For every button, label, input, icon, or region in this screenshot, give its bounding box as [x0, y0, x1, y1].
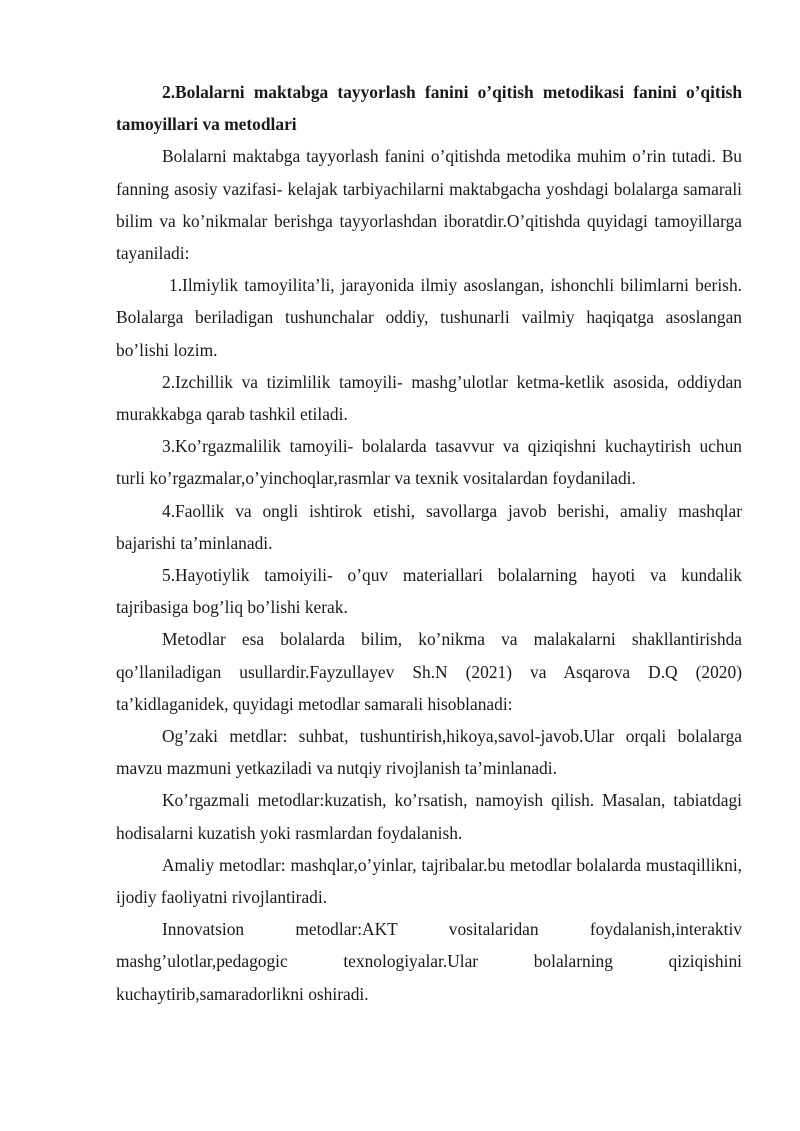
paragraph-principle-2: 2.Izchillik va tizimlilik tamoyili- mashg’ulotlar ketma-ketlik asosida, oddiydan murakkabga qarab tashkil etiladi.: [116, 371, 742, 425]
document-page: [116, 76, 742, 1010]
paragraph-method-visual: Ko’rgazmali metodlar:kuzatish, ko’rsatish, namoyish qilish. Masalan, tabiatdagi hodisalarni kuzatish yoki rasmlardan foydalanish.: [116, 790, 742, 843]
paragraph-principle-1: 1.Ilmiylik tamoyilita’li, jarayonida ilmiy asoslangan, ishonchli bilimlarni berish. Bolalarga beriladigan tushunchalar oddiy, tushunarli vailmiy haqiqatga asoslangan bo’lishi lozim.: [116, 275, 742, 360]
paragraph-principle-3: 3.Ko’rgazmalilik tamoyili- bolalarda tasavvur va qiziqishni kuchaytirish uchun turli ko’rgazmalar,o’yinchoqlar,rasmlar va texnik vositalardan foydaniladi.: [116, 436, 742, 489]
paragraph-intro: Bolalarni maktabga tayyorlash fanini o’qitishda metodika muhim o’rin tutadi. Bu fanning asosiy vazifasi- kelajak tarbiyachilarni maktabgacha yoshdagi bolalarga samarali bilim va ko’nikmalar berishga tayyorlashdan iboratdir.O’qitishda quyidagi tamoyillarga tayaniladi:: [116, 146, 742, 264]
paragraph-method-oral: Og’zaki metdlar: suhbat, tushuntirish,hikoya,savol-javob.Ular orqali bolalarga mavzu mazmuni yetkaziladi va nutqiy rivojlanish ta’minlanadi.: [116, 726, 742, 779]
paragraph-principle-4: 4.Faollik va ongli ishtirok etishi, savollarga javob berishi, amaliy mashqlar bajarishi ta’minlanadi.: [116, 500, 742, 553]
paragraph-method-practical: Amaliy metodlar: mashqlar,o’yinlar, tajribalar.bu metodlar bolalarda mustaqillikni, ijodiy faoliyatni rivojlantiradi.: [116, 854, 742, 908]
paragraph-method-innovative: Innovatsion metodlar:AKT vositalaridan foydalanish,interaktiv mashg’ulotlar,pedagogic texnologiyalar.Ular bolalarning qiziqishini kuchaytirib,samaradorlikni oshiradi.: [116, 919, 742, 1004]
paragraph-methods-intro: Metodlar esa bolalarda bilim, ko’nikma va malakalarni shakllantirishda qo’llaniladigan usullardir.Fayzullayev Sh.N (2021) va Asqarova D.Q (2020) ta’kidlaganidek, quyidagi metodlar samarali hisoblanadi:: [116, 629, 742, 714]
section-heading: 2.Bolalarni maktabga tayyorlash fanini o’qitish metodikasi fanini o’qitish tamoyillari va metodlari: [116, 82, 742, 135]
paragraph-principle-5: 5.Hayotiylik tamoiyili- o’quv materiallari bolalarning hayoti va kundalik tajribasiga bog’liq bo’lishi kerak.: [116, 565, 742, 618]
